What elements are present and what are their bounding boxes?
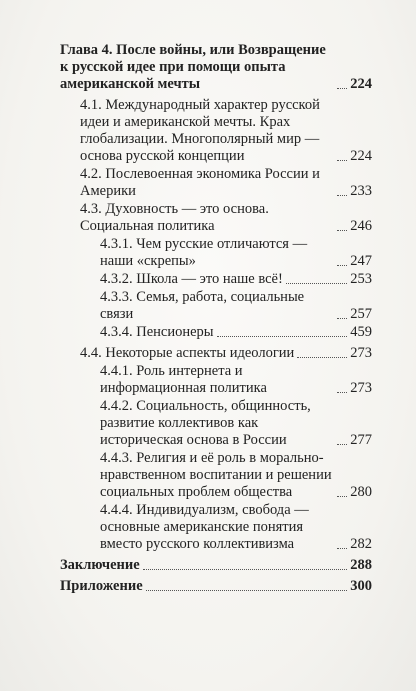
toc-entry-text: 4.3.1. Чем русские отличаются — наши «скрепы»	[100, 236, 308, 269]
toc-page-number: 280	[350, 484, 372, 500]
toc-entry-text: 4.3. Духовность — это основа. Социальная политика	[80, 201, 269, 234]
toc-entry-text: 4.3.4. Пенсионеры	[100, 324, 214, 340]
toc-page-number: 233	[350, 183, 372, 199]
dot-leader	[337, 88, 347, 89]
toc-entry-text: 4.4.1. Роль интернета и информационная политика	[100, 363, 267, 396]
toc-entry-4-3	[60, 201, 372, 235]
toc-entry-4-3-4	[60, 324, 372, 341]
toc-entry-4-3-2	[60, 271, 372, 288]
dot-leader	[146, 590, 348, 591]
toc-entry-4-4-2	[60, 398, 372, 449]
toc-entry-text: 4.3.2. Школа — это наше всё!	[100, 271, 283, 287]
dot-leader	[337, 230, 347, 231]
toc-entry-conclusion	[60, 557, 372, 574]
toc-page-number: 246	[350, 218, 372, 234]
table-of-contents	[60, 42, 372, 595]
dot-leader	[217, 336, 348, 337]
dot-leader	[337, 195, 347, 196]
toc-entry-text: 4.4. Некоторые аспекты идеологии	[80, 345, 295, 361]
dot-leader	[286, 283, 347, 284]
toc-page-number: 257	[350, 306, 372, 322]
toc-entry-text: 4.3.3. Семья, работа, социальные связи	[100, 289, 305, 322]
dot-leader	[337, 548, 347, 549]
dot-leader	[337, 496, 347, 497]
toc-page-number: 273	[350, 345, 372, 361]
toc-entry-4-3-3	[60, 289, 372, 323]
toc-entry-4-3-1	[60, 236, 372, 270]
dot-leader	[337, 444, 347, 445]
toc-entry-text: 4.4.2. Социальность, общинность, развитие коллективов как историческая основа в России	[100, 398, 311, 448]
dot-leader	[337, 160, 347, 161]
dot-leader	[337, 392, 347, 393]
toc-entry-text: 4.4.4. Индивидуализм, свобода — основные американские понятия вместо русского коллективизма	[100, 502, 309, 552]
toc-page-number: 288	[350, 557, 372, 573]
toc-page-number: 247	[350, 253, 372, 269]
toc-page-number: 277	[350, 432, 372, 448]
toc-entry-text: 4.1. Международный характер русской идеи и американской мечты. Крах глобализации. Многополярный мир — основа русской концепции	[80, 97, 320, 164]
toc-entry-text: Глава 4. После войны, или Возвращение к русской идее при помощи опыта американской мечты	[60, 42, 326, 92]
dot-leader	[337, 318, 347, 319]
toc-page-number: 273	[350, 380, 372, 396]
toc-entry-text: Приложение	[60, 578, 143, 594]
toc-page-number: 224	[350, 148, 372, 164]
toc-entry-text: 4.2. Послевоенная экономика России и Америки	[80, 166, 320, 199]
toc-entry-4-2	[60, 166, 372, 200]
dot-leader	[143, 569, 348, 570]
toc-page-number: 300	[350, 578, 372, 594]
dot-leader	[297, 357, 347, 358]
toc-entry-text: 4.4.3. Религия и её роль в морально-нравственном воспитании и решении социальных проблем общества	[100, 450, 332, 500]
toc-entry-appendix	[60, 578, 372, 595]
toc-entry-4-4-1	[60, 363, 372, 397]
dot-leader	[337, 265, 347, 266]
toc-entry-text: Заключение	[60, 557, 140, 573]
toc-entry-4-4-3	[60, 450, 372, 501]
toc-page-number: 459	[350, 324, 372, 340]
toc-entry-4-4-4	[60, 502, 372, 553]
toc-page-number: 282	[350, 536, 372, 552]
toc-entry-4-4	[60, 345, 372, 362]
toc-entry-4-1	[60, 97, 372, 165]
toc-page-number: 253	[350, 271, 372, 287]
toc-page-number: 224	[350, 76, 372, 92]
toc-entry-chapter-4	[60, 42, 372, 93]
